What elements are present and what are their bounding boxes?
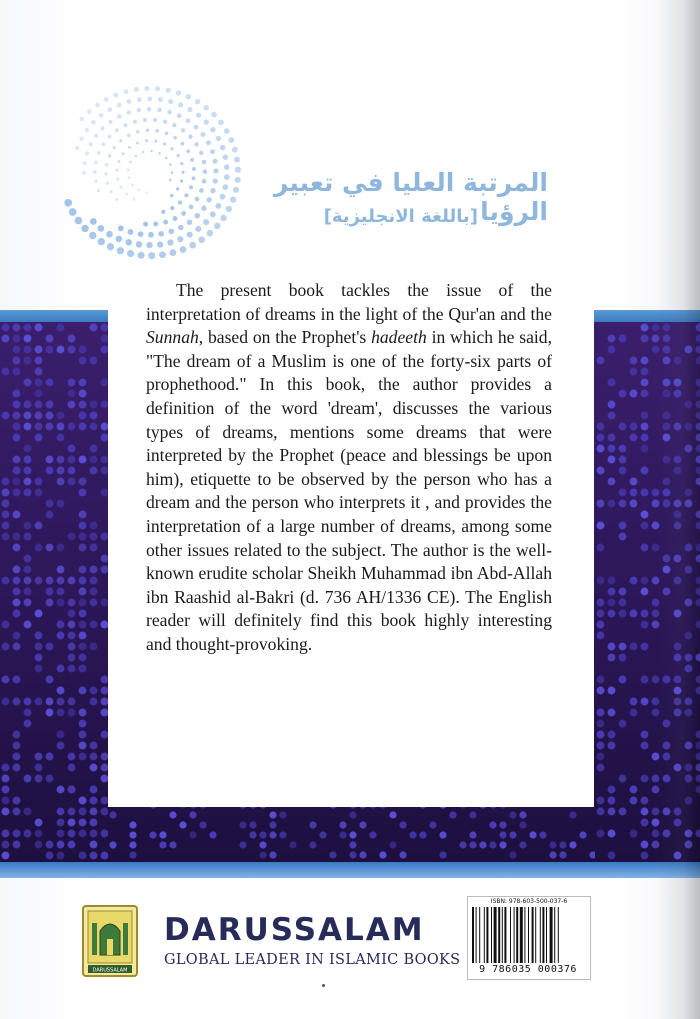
- arabic-title: المرتبة العليا في تعبير الرؤيا: [273, 168, 548, 226]
- darussalam-logo-icon: [82, 905, 138, 977]
- band-bottom-stripe: [0, 862, 700, 878]
- isbn-label: ISBN: 978-603-500-037-6: [490, 898, 568, 905]
- publisher-name: DARUSSALAM: [164, 912, 425, 948]
- dot-pattern-bottom: [108, 800, 595, 862]
- barcode-icon: [470, 907, 586, 963]
- arabic-subtitle: [باللغة الانجليزية]: [323, 206, 478, 227]
- publisher-tagline: GLOBAL LEADER IN ISLAMIC BOOKS: [164, 952, 461, 968]
- barcode-digits: 9 786035 000376: [479, 964, 577, 975]
- dotted-swirl-icon: [60, 84, 250, 264]
- small-dot: [322, 984, 325, 987]
- svg-text:DARUSSALAM: DARUSSALAM: [92, 967, 128, 974]
- book-description: The present book tackles the issue of the interpretation of dreams in the light of the Qur'an and the Sunnah, based on the Prophet's hadeeth in which he said, "The dream of a Muslim is one of the forty-six parts of prophethood." In this book, the author provides a definition of the word 'dream', discusses the various types of dreams, mentions some dreams that were interpreted by the Prophet (peace and blessings be upon him), etiquette to be observed by the person who has a dream and the person who interprets it , and provides the interpretation of a large number of dreams, among some other issues related to the subject. The author is the well-known erudite scholar Sheikh Muhammad ibn Abd-Allah ibn Raashid al-Bakri (d. 736 AH/1336 CE). The English reader will definitely find this book highly interesting and thought-provoking.: [146, 280, 552, 654]
- dot-pattern-left: [0, 322, 108, 862]
- dot-pattern-right: [595, 322, 700, 862]
